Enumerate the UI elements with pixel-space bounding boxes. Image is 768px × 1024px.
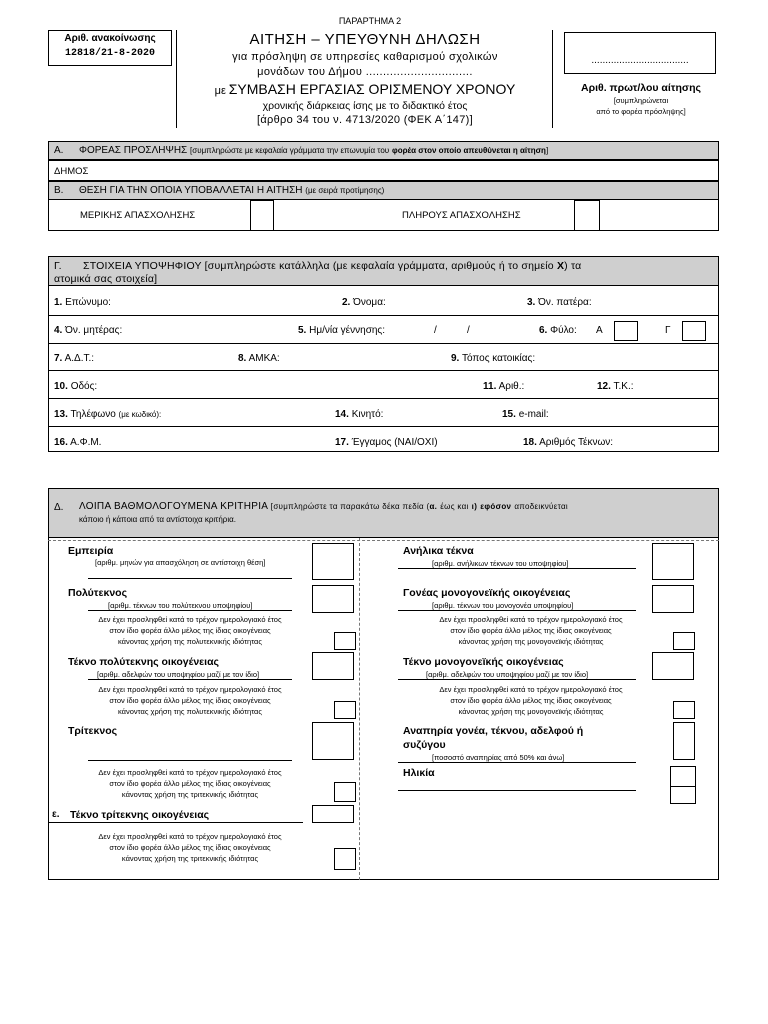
law-reference: [άρθρο 34 του ν. 4713/2020 (ΦΕΚ Α΄147)]	[257, 114, 473, 126]
gender-female-label: Γ	[665, 325, 671, 336]
contract-title: ΣΥΜΒΑΣΗ ΕΡΓΑΣΙΑΣ ΟΡΙΣΜΕΝΟΥ ΧΡΟΝΟΥ	[228, 81, 516, 97]
child-polyteknos-checkbox[interactable]	[334, 701, 356, 719]
criterion-disability-note: [ποσοστό αναπηρίας από 50% και άνω]	[432, 753, 565, 762]
field-name[interactable]: 2. Όνομα:	[342, 297, 386, 308]
section-b-header	[48, 181, 719, 200]
section-d-note-mid: έως και	[440, 502, 469, 511]
criterion-triteknos: Τρίτεκνος	[68, 725, 118, 737]
partial-employment-checkbox[interactable]	[250, 200, 274, 231]
announcement-number: 12818/21-8-2020	[64, 48, 155, 59]
section-a-note-bold: φορέα στον οποίο απευθύνεται η αίτηση	[391, 146, 546, 155]
section-d-note-a: α.	[429, 502, 438, 511]
field-phone[interactable]: 13. Τηλέφωνο (με κωδικό):	[54, 409, 162, 420]
field-afm[interactable]: 16. Α.Φ.Μ.	[54, 437, 102, 448]
criterion-age: Ηλικία	[403, 767, 435, 779]
section-d-note-i: ι)	[471, 502, 478, 511]
field-children-count[interactable]: 18. Αριθμός Τέκνων:	[523, 437, 614, 448]
gender-female-checkbox[interactable]	[682, 321, 706, 341]
child-triteknos-value-box[interactable]	[312, 805, 354, 823]
field-married[interactable]: 17. Έγγαμος (ΝΑΙ/ΟΧΙ)	[335, 437, 438, 448]
field-street[interactable]: 10. Οδός:	[54, 381, 98, 392]
child-single-parent-value-box[interactable]	[652, 652, 694, 680]
protocol-number-box[interactable]	[564, 32, 716, 74]
minor-children-value-box[interactable]	[652, 543, 694, 580]
criterion-polyteknos: Πολύτεκνος	[68, 587, 128, 599]
disability-value-box[interactable]	[673, 722, 695, 760]
field-id-card[interactable]: 7. Α.Δ.Τ.:	[54, 353, 95, 364]
section-c-note-end: ) τα	[564, 260, 582, 272]
triteknos-value-box[interactable]	[312, 722, 354, 760]
criterion-single-parent: Γονέας μονογονεϊκής οικογένειας	[403, 587, 571, 599]
section-d-title: ΛΟΙΠΑ ΒΑΘΜΟΛΟΓΟΥΜΕΝΑ ΚΡΙΤΗΡΙΑ	[79, 501, 268, 512]
triteknos-rule: Δεν έχει προσληφθεί κατά το τρέχον ημερολογιακό έτος στον ίδιο φορέα άλλο μέλος της ίδιας οικογένειας κάνοντας χρήση της τριτεκνικής ιδιότητας	[98, 768, 282, 799]
section-c-note: [συμπληρώστε κατάλληλα (με κεφαλαία γράμματα, αριθμούς ή το σημείο	[204, 260, 554, 272]
child-polyteknos-value-box[interactable]	[312, 652, 354, 680]
child-single-parent-rule: Δεν έχει προσληφθεί κατά το τρέχον ημερολογιακό έτος στον ίδιο φορέα άλλο μέλος της ίδιας οικογένειας κάνοντας χρήση της μονογονεϊκής ιδιότητας	[439, 685, 623, 716]
full-employment-checkbox[interactable]	[574, 200, 600, 231]
field-mother-name[interactable]: 4. Όν. μητέρας:	[54, 325, 123, 336]
experience-value-box[interactable]	[312, 543, 354, 580]
section-d-divider	[359, 538, 360, 880]
field-amka[interactable]: 8. ΑΜΚΑ:	[238, 353, 280, 364]
criterion-minor-children-note: [αριθμ. ανήλικων τέκνων του υποψηφίου]	[432, 559, 569, 568]
section-b-letter: Β.	[54, 185, 64, 196]
criterion-child-single-parent-note: [αριθμ. αδελφών του υποψηφίου μαζί με τον ίδιο]	[426, 670, 589, 679]
protocol-label: Αριθ. πρωτ/λου αίτησης	[581, 82, 701, 94]
criterion-e-letter: ε.	[52, 809, 60, 820]
section-b-note: (με σειρά προτίμησης)	[305, 186, 385, 195]
criterion-minor-children: Ανήλικα τέκνα	[403, 545, 474, 557]
field-birth-date[interactable]: 5. Ημ/νία γέννησης:	[298, 325, 386, 336]
section-c-note-x: Χ	[556, 260, 565, 272]
form-subtitle-2: μονάδων του Δήμου ...............................	[257, 66, 473, 78]
field-father-name[interactable]: 3. Όν. πατέρα:	[527, 297, 592, 308]
section-a-note-end: ]	[545, 146, 549, 155]
age-value-box[interactable]	[670, 766, 696, 804]
criterion-disability: Αναπηρία γονέα, τέκνου, αδελφού ή	[403, 725, 584, 737]
gender-male-label: Α	[596, 325, 603, 336]
section-d-note-end: αποδεικνύεται	[514, 502, 568, 511]
section-d-note: [συμπληρώστε τα παρακάτω δέκα πεδία (	[270, 502, 430, 511]
criterion-polyteknos-note: [αριθμ. τέκνων του πολύτεκνου υποψηφίου]	[108, 601, 253, 610]
section-a-title-group	[79, 145, 548, 156]
dimos-field[interactable]	[48, 160, 719, 181]
single-parent-checkbox[interactable]	[673, 632, 695, 650]
section-c-header	[48, 256, 719, 286]
child-triteknos-checkbox[interactable]	[334, 848, 356, 870]
partial-employment-label: ΜΕΡΙΚΗΣ ΑΠΑΣΧΟΛΗΣΗΣ	[80, 210, 196, 221]
protocol-dots: ...................................	[591, 55, 689, 66]
section-c-title: ΣΤΟΙΧΕΙΑ ΥΠΟΨΗΦΙΟΥ	[83, 260, 202, 272]
polyteknos-rule: Δεν έχει προσληφθεί κατά το τρέχον ημερολογιακό έτος στον ίδιο φορέα άλλο μέλος της ίδιας οικογένειας κάνοντας χρήση της πολυτεκνικής ιδιότητας	[98, 615, 282, 646]
criterion-disability-2: συζύγου	[403, 739, 446, 751]
section-c-note-2: ατομικά σας στοιχεία]	[54, 273, 158, 285]
section-a-header	[48, 141, 719, 160]
section-b-title-group	[79, 185, 384, 196]
birth-date-separator-1: /	[434, 325, 437, 336]
child-single-parent-checkbox[interactable]	[673, 701, 695, 719]
single-parent-value-box[interactable]	[652, 585, 694, 613]
section-c-letter: Γ.	[54, 260, 62, 272]
field-postal-code[interactable]: 12. Τ.Κ.:	[597, 381, 634, 392]
gender-male-checkbox[interactable]	[614, 321, 638, 341]
section-d-header	[48, 488, 719, 538]
dimos-label: ΔΗΜΟΣ	[54, 166, 89, 177]
section-d-note-efoson: εφόσον	[480, 502, 512, 511]
child-triteknos-rule: Δεν έχει προσληφθεί κατά το τρέχον ημερολογιακό έτος στον ίδιο φορέα άλλο μέλος της ίδιας οικογένειας κάνοντας χρήση της τριτεκνικής ιδιότητας	[98, 832, 282, 863]
announcement-label: Αριθ. ανακοίνωσης	[64, 33, 156, 44]
protocol-note-1: [συμπληρώνεται	[613, 96, 669, 105]
field-street-number[interactable]: 11. Αριθ.:	[483, 381, 525, 392]
section-d-title-group	[79, 501, 568, 512]
field-surname[interactable]: 1. Επώνυμο:	[54, 297, 111, 308]
field-email[interactable]: 15. e-mail:	[502, 409, 549, 420]
criterion-child-single-parent: Τέκνο μονογονεϊκής οικογένειας	[403, 656, 564, 668]
section-d-note-2: κάποιο ή κάποια από τα αντίστοιχα κριτήρια.	[79, 515, 236, 524]
polyteknos-checkbox[interactable]	[334, 632, 356, 650]
criterion-child-polyteknos: Τέκνο πολύτεκνης οικογένειας	[68, 656, 219, 668]
section-d-letter: Δ.	[54, 502, 64, 513]
form-subtitle-1: για πρόσληψη σε υπηρεσίες καθαρισμού σχολικών	[232, 51, 498, 63]
field-residence[interactable]: 9. Τόπος κατοικίας:	[451, 353, 536, 364]
field-mobile[interactable]: 14. Κινητό:	[335, 409, 384, 420]
protocol-note-2: από το φορέα πρόσληψης]	[596, 107, 686, 116]
section-a-title: ΦΟΡΕΑΣ ΠΡΟΣΛΗΨΗΣ	[79, 145, 188, 156]
section-a-note: [συμπληρώστε με κεφαλαία γράμματα την επωνυμία του	[190, 146, 390, 155]
criterion-child-polyteknos-note: [αριθμ. αδελφών του υποψηφίου μαζί με τον ίδιο]	[97, 670, 260, 679]
criterion-single-parent-note: [αριθμ. τέκνων του μονογονέα υποψηφίου]	[432, 601, 574, 610]
child-polyteknos-rule: Δεν έχει προσληφθεί κατά το τρέχον ημερολογιακό έτος στον ίδιο φορέα άλλο μέλος της ίδιας οικογένειας κάνοντας χρήση της πολυτεκνικής ιδιότητας	[98, 685, 282, 716]
single-parent-rule: Δεν έχει προσληφθεί κατά το τρέχον ημερολογιακό έτος στον ίδιο φορέα άλλο μέλος της ίδιας οικογένειας κάνοντας χρήση της μονογονεϊκής ιδιότητας	[439, 615, 623, 646]
full-employment-label: ΠΛΗΡΟΥΣ ΑΠΑΣΧΟΛΗΣΗΣ	[402, 210, 521, 221]
birth-date-separator-2: /	[467, 325, 470, 336]
criterion-child-triteknos: Τέκνο τρίτεκνης οικογένειας	[70, 809, 210, 821]
polyteknos-value-box[interactable]	[312, 585, 354, 613]
section-d-top-dash	[48, 540, 719, 541]
announcement-box	[48, 30, 172, 66]
field-gender: 6. Φύλο:	[539, 325, 577, 336]
section-b-title: ΘΕΣΗ ΓΙΑ ΤΗΝ ΟΠΟΙΑ ΥΠΟΒΑΛΛΕΤΑΙ Η ΑΙΤΗΣΗ	[79, 185, 303, 196]
criterion-experience-note: [αριθμ. μηνών για απασχόληση σε αντίστοιχη θέση]	[95, 558, 266, 567]
triteknos-checkbox[interactable]	[334, 782, 356, 802]
contract-type	[180, 81, 550, 97]
duration-line: χρονικής διάρκειας ίσης με το διδακτικό έτος	[262, 100, 468, 112]
form-title: ΑΙΤΗΣΗ – ΥΠΕΥΘΥΝΗ ΔΗΛΩΣΗ	[249, 31, 481, 48]
annex-label: ΠΑΡΑΡΤΗΜΑ 2	[338, 16, 402, 26]
section-c-title-group	[83, 260, 581, 272]
section-a-letter: Α.	[54, 145, 64, 156]
criterion-experience: Εμπειρία	[68, 545, 114, 557]
contract-prefix: με	[214, 85, 226, 97]
